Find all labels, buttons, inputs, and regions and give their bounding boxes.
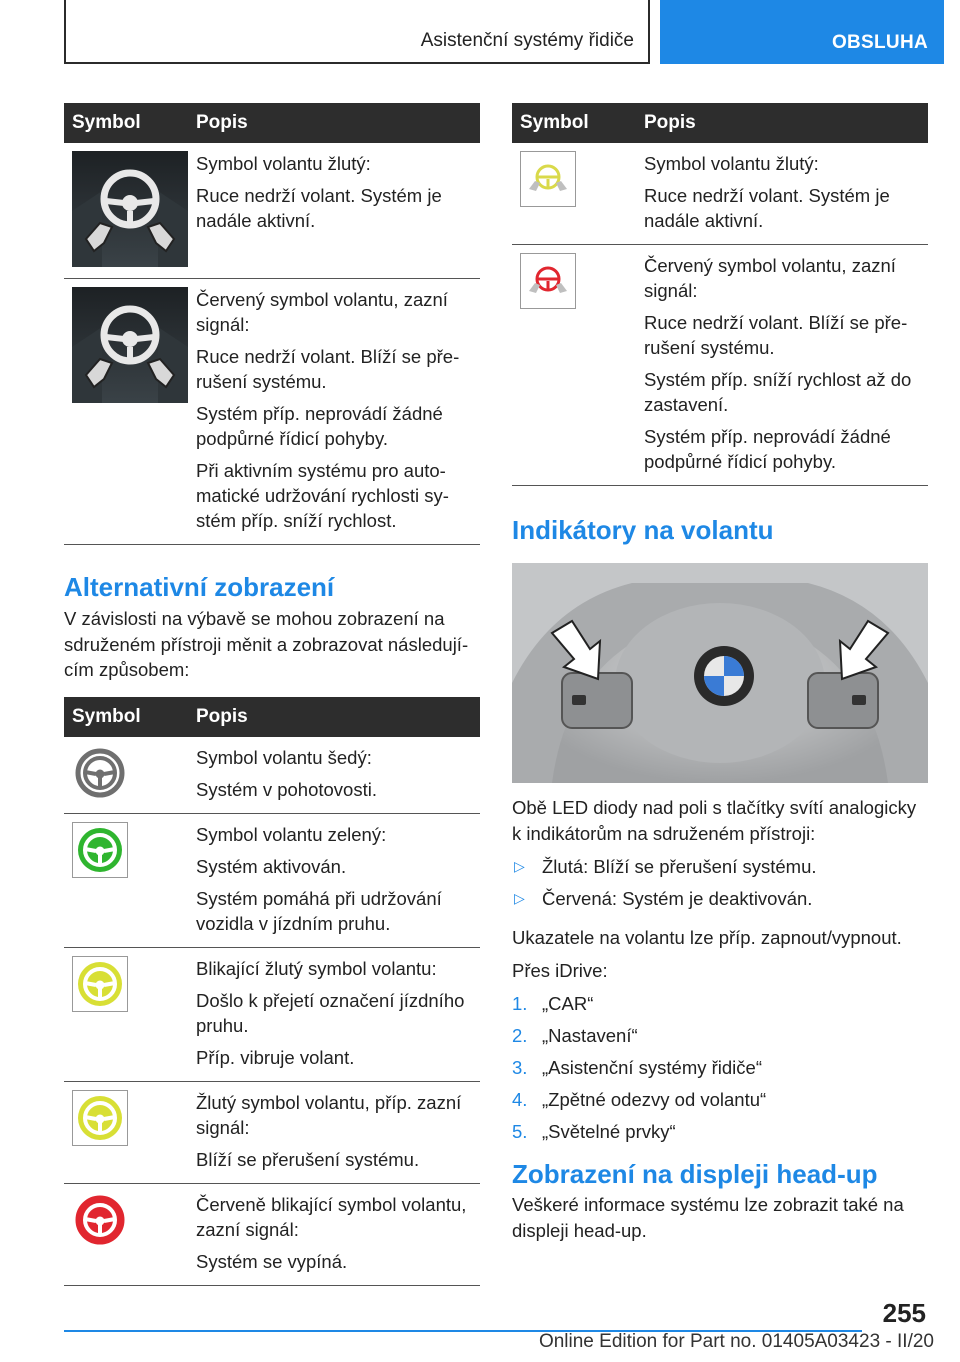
row-text: Systém příp. neprovádí žádné podpůrné řídicí pohyby. [644,426,891,472]
row-text: Blikající žlutý symbol volantu: [196,957,437,979]
row-text: Došlo k přejetí označení jízdního pruhu. [196,989,465,1036]
table-row [512,143,928,245]
row-text: Červeně blikající symbol volantu, zazní signál: [196,1193,467,1240]
steering-wheel-hands-yellow-icon [520,151,576,207]
row-text: Symbol volantu žlutý: [644,153,819,174]
col-header-description: Popis [188,697,480,737]
table-row [64,813,480,947]
steering-wheel-hands-red-icon [520,253,576,309]
steering-wheel-red-photo-icon [72,287,188,403]
steering-wheel-yellow-blink-icon [72,956,128,1012]
row-text: Systém aktivován. [196,855,347,877]
hud-heading: Zobrazení na displeji head-up [512,1159,878,1189]
row-text: Ruce nedrží volant. Systém je nadále aktivní. [196,185,442,231]
table-row [64,947,480,1081]
list-item: 2. „Nastavení“ [512,1025,638,1046]
steering-wheel-grey-icon [72,745,128,801]
page-number: 255 [882,1298,926,1328]
row-text: Symbol volantu žlutý: [196,153,371,174]
steering-wheel-yellow-icon [72,1090,128,1146]
row-text: Ruce nedrží volant. Systém je nadále aktivní. [644,185,890,231]
row-text: Červený symbol volantu, zazní signál: [644,255,896,301]
list-item: ▷ Červená: Systém je deaktivován. [514,888,813,909]
via-idrive-text: Přes iDrive: [512,959,608,981]
list-item: 1. „CAR“ [512,993,594,1014]
row-text: Symbol volantu zelený: [196,823,387,845]
row-text: Blíží se přerušení systému. [196,1148,420,1170]
row-text: Červený symbol volantu, zazní signál: [196,289,448,335]
left-column [64,103,480,1286]
triangle-bullet-icon: ▷ [514,858,525,874]
col-header-symbol: Symbol [64,103,188,143]
alt-display-heading: Alternativní zobrazení [64,572,335,602]
row-text: Symbol volantu šedý: [196,746,372,768]
table-row [64,737,480,814]
symbol-table-alt [64,697,480,1286]
table-row [64,1183,480,1285]
indicator-bullets [512,854,928,911]
col-header-description: Popis [636,103,928,143]
row-text: Žlutý symbol volantu, příp. zazní signál: [196,1091,462,1138]
table-row [64,143,480,279]
list-item: ▷ Žlutá: Blíží se přerušení systému. [514,856,817,877]
table-row [64,1081,480,1183]
chapter-title: OBSLUHA [831,32,928,53]
triangle-bullet-icon: ▷ [514,890,525,906]
row-text: Systém příp. sníží rychlost až do zastavení. [644,369,912,415]
chapter-tab[interactable] [660,0,944,64]
footer-edition: Online Edition for Part no. 01405A03423 - II/20 [538,1331,934,1352]
row-text: Systém v pohotovosti. [196,778,377,800]
list-item: 5. „Světelné prvky“ [512,1121,676,1142]
col-header-symbol: Symbol [64,697,188,737]
steering-wheel-yellow-photo-icon [72,151,188,267]
row-text: Ruce nedrží volant. Blíží se pře-rušení systému. [644,312,908,358]
symbol-table-top-left [64,103,480,545]
row-text: Ruce nedrží volant. Blíží se pře-rušení systému. [196,346,460,392]
row-text: Při aktivním systému pro auto-matické udržování rychlosti sy-stém příp. sníží rychlost. [196,460,449,531]
toggle-text: Ukazatele na volantu lze příp. zapnout/vypnout. [512,927,902,948]
table-row [64,279,480,545]
row-text: Systém se vypíná. [196,1250,348,1272]
steering-indicators-heading: Indikátory na volantu [512,515,774,545]
steering-wheel-green-icon [72,822,128,878]
table-row [512,245,928,486]
col-header-symbol: Symbol [512,103,636,143]
right-column [512,103,928,1243]
hud-text: Veškeré informace systému lze zobrazit také na displeji head-up. [512,1194,904,1241]
header-section-box [64,0,650,64]
steering-wheel-photo [512,563,928,783]
indicators-text: Obě LED diody nad poli s tlačítky svítí analogicky k indikátorům na sdruženém přístroji: [512,797,917,844]
list-item: 3. „Asistenční systémy řidiče“ [512,1057,762,1078]
section-title: Asistenční systémy řidiče [420,30,634,51]
steering-wheel-red-blink-icon [72,1192,128,1248]
idrive-steps [512,991,928,1144]
row-text: Systém příp. neprovádí žádné podpůrné řídicí pohyby. [196,403,443,449]
list-item: 4. „Zpětné odezvy od volantu“ [512,1089,767,1110]
row-text: Příp. vibruje volant. [196,1046,355,1068]
alt-display-intro: V závislosti na výbavě se mohou zobrazení na sdruženém přístroji měnit a zobrazovat následují-cím způsobem: [64,608,469,680]
col-header-description: Popis [188,103,480,143]
row-text: Systém pomáhá při udržování vozidla v jízdním pruhu. [196,887,442,934]
symbol-table-top-right [512,103,928,486]
